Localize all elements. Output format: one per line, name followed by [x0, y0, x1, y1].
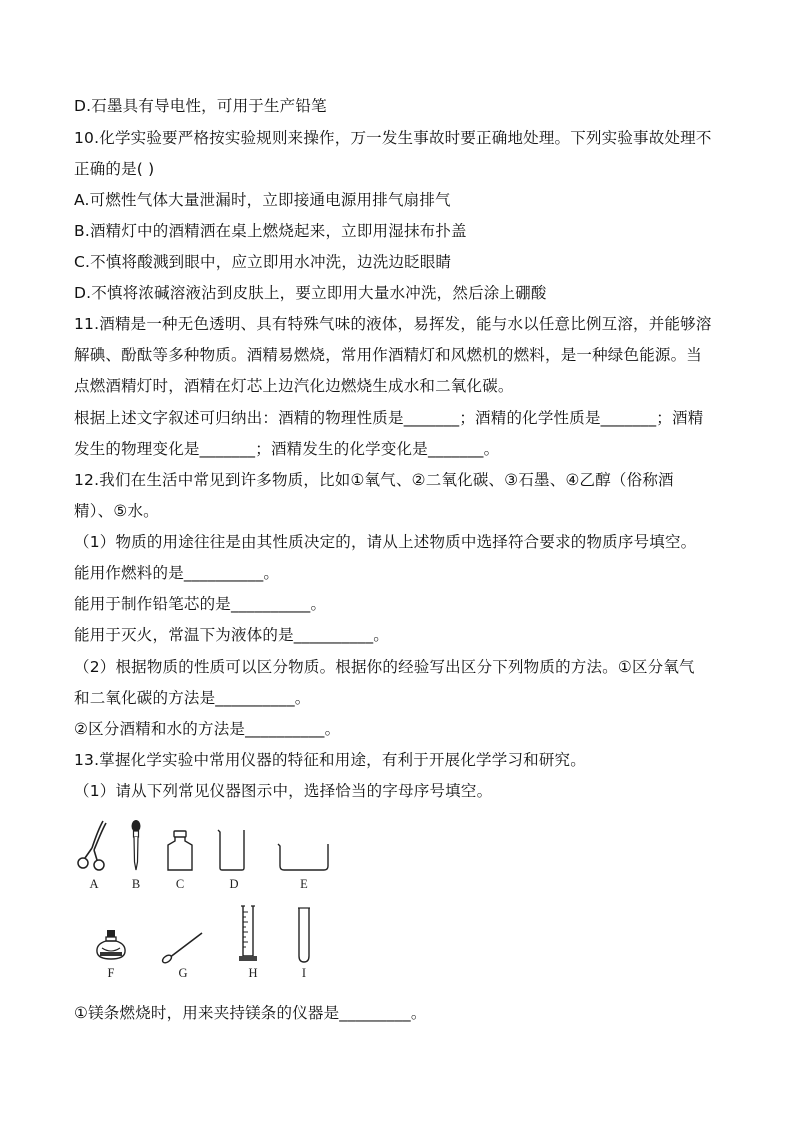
text-line-22: 13.掌握化学实验中常用仪器的特征和用途，有利于开展化学学习和研究。	[74, 751, 586, 769]
alcohol-lamp-drawing	[94, 928, 128, 962]
text-line-23: （1）请从下列常见仪器图示中，选择恰当的字母序号填空。	[74, 782, 493, 800]
text-line-19: （2）根据物质的性质可以区分物质。根据你的经验写出区分下列物质的方法。①区分氧气	[74, 658, 695, 676]
text-line-6: C.不慎将酸溅到眼中，应立即用水冲洗，边洗边眨眼睛	[74, 253, 452, 271]
text-line-20: 和二氧化碳的方法是__________。	[74, 689, 311, 707]
text-line-5: B.酒精灯中的酒精洒在桌上燃烧起来，立即用湿抹布扑盖	[74, 222, 467, 240]
evaporating-dish-drawing	[276, 840, 332, 872]
text-line-18: 能用于灭火，常温下为液体的是__________。	[74, 626, 390, 644]
text-line-3: 正确的是( )	[74, 160, 155, 178]
label-c: C	[175, 877, 185, 891]
text-line-14: 精）、⑤水。	[74, 502, 159, 520]
text-line-21: ②区分酒精和水的方法是__________。	[74, 720, 341, 738]
text-line-4: A.可燃性气体大量泄漏时，立即接通电源用排气扇排气	[74, 191, 451, 209]
crucible-tongs-drawing	[74, 818, 112, 872]
text-line-11: 根据上述文字叙述可归纳出：酒精的物理性质是_______；酒精的化学性质是_______；酒精	[74, 409, 704, 427]
beaker-drawing	[216, 828, 248, 872]
text-line-15: （1）物质的用途往往是由其性质决定的，请从上述物质中选择符合要求的物质序号填空。	[74, 533, 697, 551]
graduated-cylinder-drawing	[236, 904, 260, 964]
label-d: D	[229, 877, 239, 891]
reagent-bottle-drawing	[164, 830, 196, 872]
label-a: A	[89, 877, 99, 891]
label-i: I	[301, 966, 307, 980]
combustion-spoon-drawing	[160, 930, 206, 964]
label-g: G	[178, 966, 188, 980]
text-line-10: 点燃酒精灯时，酒精在灯芯上边汽化边燃烧生成水和二氧化碳。	[74, 377, 514, 395]
label-h: H	[248, 966, 258, 980]
text-line-12: 发生的物理变化是_______；酒精发生的化学变化是_______。	[74, 440, 500, 458]
test-tube-drawing	[294, 906, 314, 964]
label-b: B	[131, 877, 141, 891]
text-line-8: 11.酒精是一种无色透明、具有特殊气味的液体，易挥发，能与水以任意比例互溶，并能够溶	[74, 315, 712, 333]
label-e: E	[300, 877, 308, 891]
dropper-drawing	[126, 818, 146, 872]
text-line-1: D.石墨具有导电性，可用于生产铅笔	[74, 97, 327, 115]
text-line-7: D.不慎将浓碱溶液沾到皮肤上，要立即用大量水冲洗，然后涂上硼酸	[74, 284, 547, 302]
text-line-24: ①镁条燃烧时，用来夹持镁条的仪器是_________。	[74, 1004, 427, 1022]
text-line-16: 能用作燃料的是__________。	[74, 564, 280, 582]
text-line-13: 12.我们在生活中常见到许多物质，比如①氧气、②二氧化碳、③石墨、④乙醇（俗称酒	[74, 471, 674, 489]
label-f: F	[107, 966, 115, 980]
text-line-2: 10.化学实验要严格按实验规则来操作，万一发生事故时要正确地处理。下列实验事故处理不	[74, 129, 712, 147]
text-line-9: 解碘、酚酞等多种物质。酒精易燃烧，常用作酒精灯和风燃机的燃料，是一种绿色能源。当	[74, 346, 703, 364]
text-line-17: 能用于制作铅笔芯的是__________。	[74, 595, 327, 613]
